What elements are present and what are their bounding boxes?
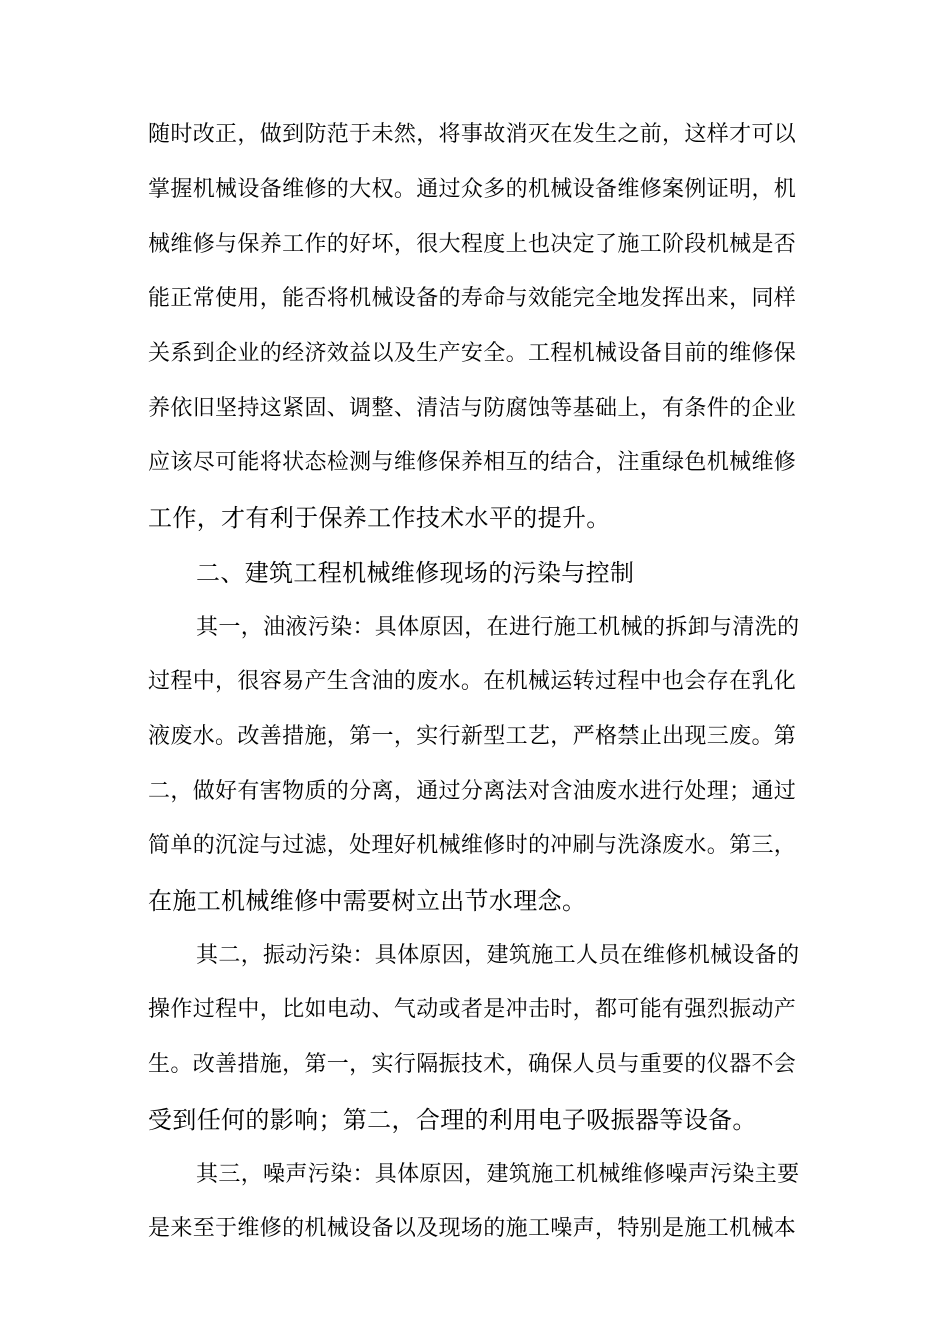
text-line: 养依旧坚持这紧固、调整、清洁与防腐蚀等基础上，有条件的企业 bbox=[148, 396, 797, 421]
text-line: 随时改正，做到防范于未然，将事故消灭在发生之前，这样才可以 bbox=[148, 122, 797, 147]
text-line: 其一，油液污染：具体原因，在进行施工机械的拆卸与清洗的 bbox=[196, 615, 800, 640]
section-heading: 二、建筑工程机械维修现场的污染与控制 bbox=[196, 559, 635, 587]
text-line: 关系到企业的经济效益以及生产安全。工程机械设备目前的维修保 bbox=[148, 341, 797, 366]
text-line: 在施工机械维修中需要树立出节水理念。 bbox=[148, 887, 587, 915]
text-line: 过程中，很容易产生含油的废水。在机械运转过程中也会存在乳化 bbox=[148, 669, 797, 694]
text-line: 其二，振动污染：具体原因，建筑施工人员在维修机械设备的 bbox=[196, 943, 800, 968]
text-line: 能正常使用，能否将机械设备的寿命与效能完全地发挥出来，同样 bbox=[148, 286, 797, 311]
text-line: 是来至于维修的机械设备以及现场的施工噪声，特别是施工机械本 bbox=[148, 1216, 797, 1241]
text-line: 械维修与保养工作的好坏，很大程度上也决定了施工阶段机械是否 bbox=[148, 232, 797, 257]
text-line: 液废水。改善措施，第一，实行新型工艺，严格禁止出现三废。第 bbox=[148, 724, 797, 749]
text-line: 其三，噪声污染：具体原因，建筑施工机械维修噪声污染主要 bbox=[196, 1162, 800, 1187]
text-line: 生。改善措施，第一，实行隔振技术，确保人员与重要的仪器不会 bbox=[148, 1052, 797, 1077]
text-line: 掌握机械设备维修的大权。通过众多的机械设备维修案例证明，机 bbox=[148, 177, 797, 202]
text-line: 工作，才有利于保养工作技术水平的提升。 bbox=[148, 504, 611, 532]
text-line: 二，做好有害物质的分离，通过分离法对含油废水进行处理；通过 bbox=[148, 779, 797, 804]
text-line: 应该尽可能将状态检测与维修保养相互的结合，注重绿色机械维修 bbox=[148, 450, 797, 475]
text-line: 受到任何的影响；第二，合理的利用电子吸振器等设备。 bbox=[148, 1106, 757, 1134]
text-line: 操作过程中，比如电动、气动或者是冲击时，都可能有强烈振动产 bbox=[148, 997, 797, 1022]
text-line: 简单的沉淀与过滤，处理好机械维修时的冲刷与洗涤废水。第三， bbox=[148, 833, 797, 858]
